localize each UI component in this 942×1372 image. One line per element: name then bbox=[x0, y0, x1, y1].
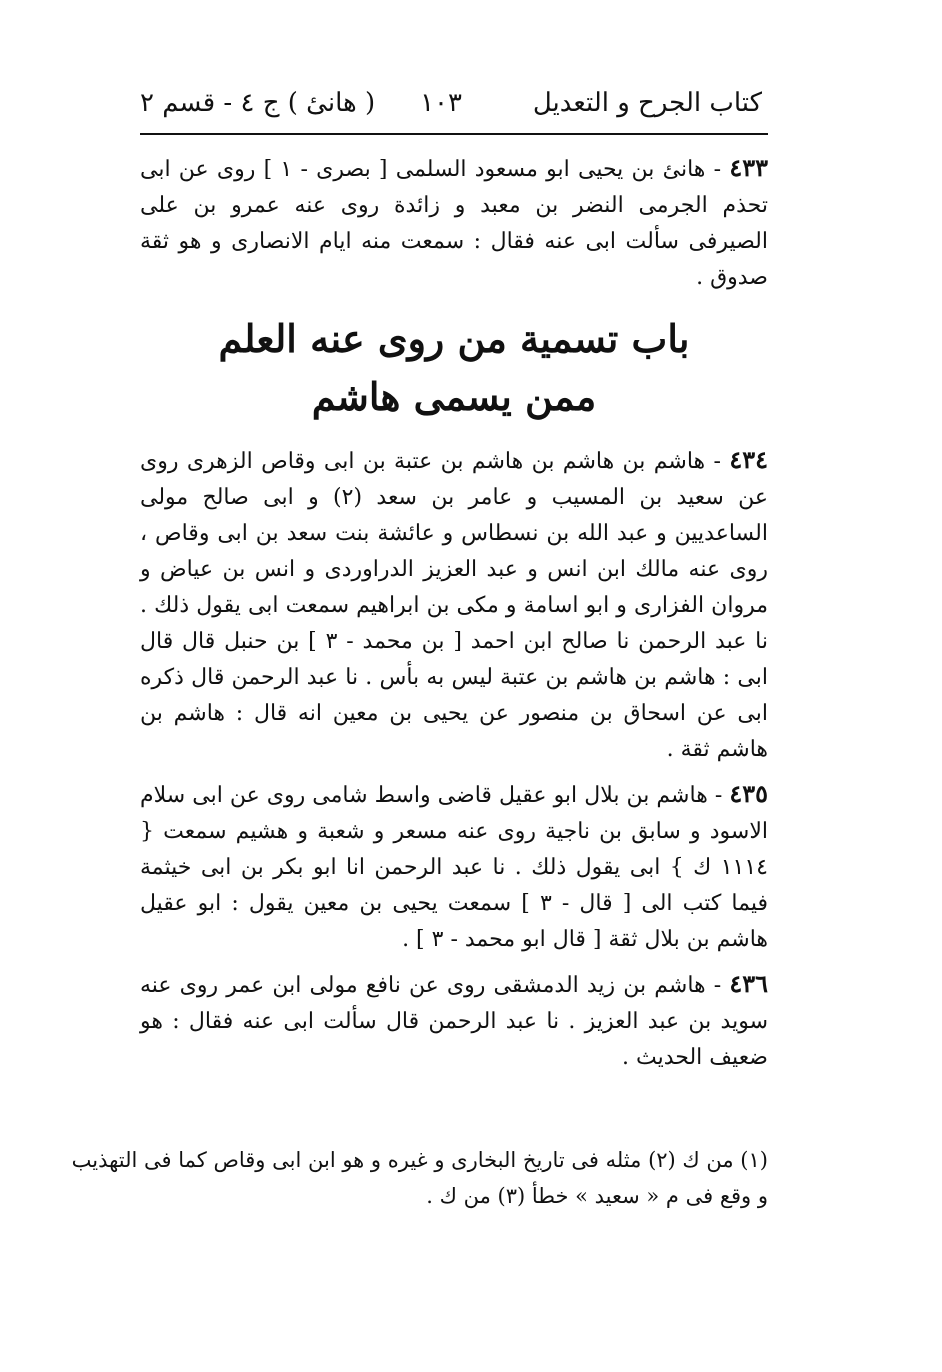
entry-number: ٤٣٦ bbox=[729, 969, 768, 998]
entry-number: ٤٣٣ bbox=[729, 153, 768, 182]
book-title: كتاب الجرح و التعديل bbox=[532, 88, 762, 118]
entry-435 bbox=[140, 776, 768, 958]
footnote-line-2: و وقع فى م « سعيد » خطأ (٣) من ك . bbox=[426, 1184, 768, 1208]
volume-label: ( هانیٔ ) ج ٤ - قسم ٢ bbox=[140, 88, 376, 118]
page-number: ١٠٣ bbox=[420, 88, 462, 118]
footnote-line-1: (١) من ك (٢) مثله فى تاريخ البخارى و غيره و هو ابن ابى وقاص كما فى التهذيب bbox=[71, 1148, 768, 1172]
footnotes bbox=[71, 1142, 768, 1214]
chapter-heading-line-1: باب تسمية من روى عنه العلم bbox=[218, 316, 690, 361]
chapter-heading bbox=[140, 310, 768, 426]
entry-436 bbox=[140, 966, 768, 1076]
entry-text: - هانئ بن يحيى ابو مسعود السلمى [ بصرى - ١ ] روى عن ابى تحذم الجرمى النضر بن معبد و زائدة روى عنه عمرو بن على الصيرفى سألت ابى عنه فقال : سمعت منه ايام الانصارى و هو ثقة صدوق . bbox=[140, 157, 768, 290]
chapter-heading-line-2: ممن يسمى هاشم bbox=[311, 374, 597, 419]
entry-text: - هاشم بن هاشم بن هاشم بن عتبة بن ابى وقاص الزهرى روى عن سعيد بن المسيب و عامر بن سعد (٢) و ابى صالح مولى الساعديين و عبد الله بن نسطاس و عائشة بنت سعد بن ابى وقاص ، روى عنه مالك ابن انس و عبد العزيز الدراوردى و انس بن عياض و مروان الفزارى و ابو اسامة و مكى بن ابراهيم سمعت ابى يقول ذلك . نا عبد الرحمن نا صالح ابن احمد [ بن محمد - ٣ ] بن حنبل قال قال ابى : هاشم بن هاشم بن عتبة ليس به بأس . نا عبد الرحمن قال ذكره ابى عن اسحاق بن منصور عن يحيى بن معين انه قال : هاشم بن هاشم ثقة . bbox=[140, 449, 769, 762]
entry-433 bbox=[140, 150, 768, 296]
entry-number: ٤٣٤ bbox=[729, 445, 768, 474]
entry-text: - هاشم بن بلال ابو عقيل قاضى واسط شامى روى عن ابى سلام الاسود و سابق بن ناجية روى عنه مسعر و شعبة و هشيم سمعت { ١١١٤ ك } ابى يقول ذلك . نا عبد الرحمن انا ابو بكر بن ابى خيثمة فيما كتب الى [ قال - ٣ ] سمعت يحيى بن معين يقول : ابو عقيل هاشم بن بلال ثقة [ قال ابو محمد - ٣ ] . bbox=[140, 783, 769, 952]
entry-text: - هاشم بن زيد الدمشقى روى عن نافع مولى ابن عمر روى عنه سويد بن عبد العزيز . نا عبد الرحمن قال سألت ابى عنه فقال : هو ضعيف الحديث . bbox=[140, 973, 768, 1070]
running-header bbox=[140, 78, 762, 128]
main-text bbox=[140, 150, 768, 1084]
header-rule bbox=[140, 133, 768, 135]
entry-number: ٤٣٥ bbox=[729, 779, 768, 808]
entry-434 bbox=[140, 442, 768, 768]
